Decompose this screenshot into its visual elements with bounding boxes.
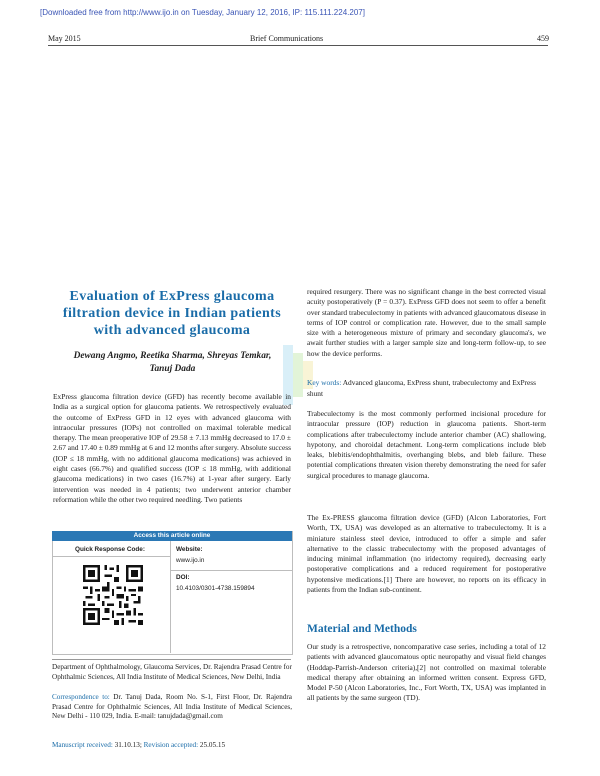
- abstract-left: ExPress glaucoma filtration device (GFD) has recently become available in India as a surgical option for glaucoma patients. We retrospectively evaluated the outcome of ExPress GFD in 12 eyes with advanced glaucoma with intraocular pressures (IOPs) not controlled on maximal tolerable medical therapy. The mean preoperative IOP of 29.58 ± 7.13 mmHg decreased to 17.0 ± 2.67 and 17.40 ± 0.89 mmHg at 6 and 12 months after surgery. Absolute success (IOP ≤ 18 mmHg, with no additional glaucoma medications) was achieved in eight cases (66.7%) and qualified success (IOP ≤ 18 mmHg, with additional glaucoma medications) in two cases (16.7%) at 1-year after surgery. Early intervention was needed in 4 patients; two underwent anterior chamber reformation while the other two required needling. Two patients: [53, 392, 291, 504]
- received-label: Manuscript received:: [52, 741, 113, 749]
- header-rule: [48, 45, 548, 46]
- access-box-header: Access this article online: [52, 531, 292, 541]
- keywords-text: Advanced glaucoma, ExPress shunt, trabeculectomy and ExPress shunt: [307, 378, 537, 398]
- website-label: Website:: [176, 546, 203, 553]
- website-divider: [170, 570, 292, 571]
- body-paragraph-2: The Ex-PRESS glaucoma filtration device (GFD) (Alcon Laboratories, Fort Worth, TX, USA) was developed as an alternative to trabeculectomy. It is a miniature stainless steel device, introduced to offer a simple and safer alternative to the classic trabeculectomy with the proposed advantages of inducing minimal inflammation (no iridectomy required), decreasing early postoperative complications and a reduced requirement for postoperative hypotensive medications.[1] There are however, no reports on its efficacy in patients from the Indian sub-continent.: [307, 513, 546, 595]
- author-line-2: Tanuj Dada: [149, 364, 196, 374]
- access-box-divider: [170, 541, 171, 653]
- article-title: Evaluation of ExPress glaucoma filtration device in Indian patients with advanced glaucoma: [62, 289, 282, 338]
- doi-label: DOI:: [176, 574, 190, 581]
- body-paragraph-3: Our study is a retrospective, noncomparative case series, including a total of 12 patients with advanced glaucomatous optic neuropathy and visual field changes (Hoddap-Parrish-Anderson criteria),[2] not controlled on maximal tolerable medical therapy after obtaining an informed written consent. Express GFD, Model P-50 (Alcon Laboratories, Inc., Fort Worth, TX, USA) was implanted in all patients by the same surgeon (TD).: [307, 642, 546, 703]
- body-paragraph-1: Trabeculectomy is the most commonly performed incisional procedure for intraocular pressure (IOP) reduction in glaucoma patients. Short-term complications after trabeculectomy include anterior chamber (AC) shallowing, hypotony, and choroidal detachment. Long-term complications include bleb leaks, blebitis/endophthalmitis, overhanging blebs, and bleb failure. These potential complications threaten vision thereby demonstrating the need for safer surgical procedures to manage glaucoma.: [307, 409, 546, 480]
- section-heading-methods: Material and Methods: [307, 623, 417, 635]
- page-number: 459: [537, 34, 549, 43]
- running-head-section: Brief Communications: [250, 34, 324, 43]
- accepted-label: Revision accepted:: [143, 741, 199, 749]
- qr-code-icon[interactable]: [83, 565, 143, 625]
- keywords-label: Key words:: [307, 378, 342, 387]
- affiliation: Department of Ophthalmology, Glaucoma Services, Dr. Rajendra Prasad Centre for Ophthalmic Sciences, All India Institute of Medical Sciences, New Delhi, India: [52, 663, 292, 681]
- qr-row-divider: [52, 556, 170, 557]
- affiliation-rule: [52, 659, 291, 660]
- correspondence-label: Correspondence to:: [52, 693, 110, 701]
- website-link[interactable]: www.ijo.in: [176, 557, 205, 564]
- correspondence-text: Dr. Tanuj Dada, Room No. S-1, First Floor, Dr. Rajendra Prasad Centre for Ophthalmic Sciences, All India Institute of Medical Sciences, New Delhi - 110 029, India. E-mail: tanujdada@gmail.com: [52, 693, 292, 721]
- accepted-date: 25.05.15: [198, 741, 226, 749]
- author-list: [60, 350, 285, 376]
- download-banner[interactable]: [Downloaded free from http://www.ijo.in on Tuesday, January 12, 2016, IP: 115.111.224.207]: [40, 8, 365, 17]
- manuscript-dates: [52, 741, 292, 749]
- received-date: 31.10.13;: [112, 741, 144, 749]
- author-line-1: Dewang Angmo, Reetika Sharma, Shreyas Temkar,: [73, 351, 272, 361]
- correspondence: [52, 693, 292, 722]
- doi-value[interactable]: 10.4103/0301-4738.159894: [176, 585, 255, 592]
- running-head-date: May 2015: [48, 34, 81, 43]
- abstract-right: required resurgery. There was no significant change in the best corrected visual acuity postoperatively (P = 0.37). ExPress GFD does not seem to offer a benefit over standard trabeculectomy in patients with advanced glaucomatous disease in terms of IOP control or complication rate. However, due to the small sample size with a heterogeneous mixture of primary and secondary glaucoma's, we await further studies with a larger sample size and long-term follow-up, to see how the device performs.: [307, 287, 546, 358]
- qr-label: Quick Response Code:: [75, 546, 145, 553]
- keywords: [307, 378, 546, 399]
